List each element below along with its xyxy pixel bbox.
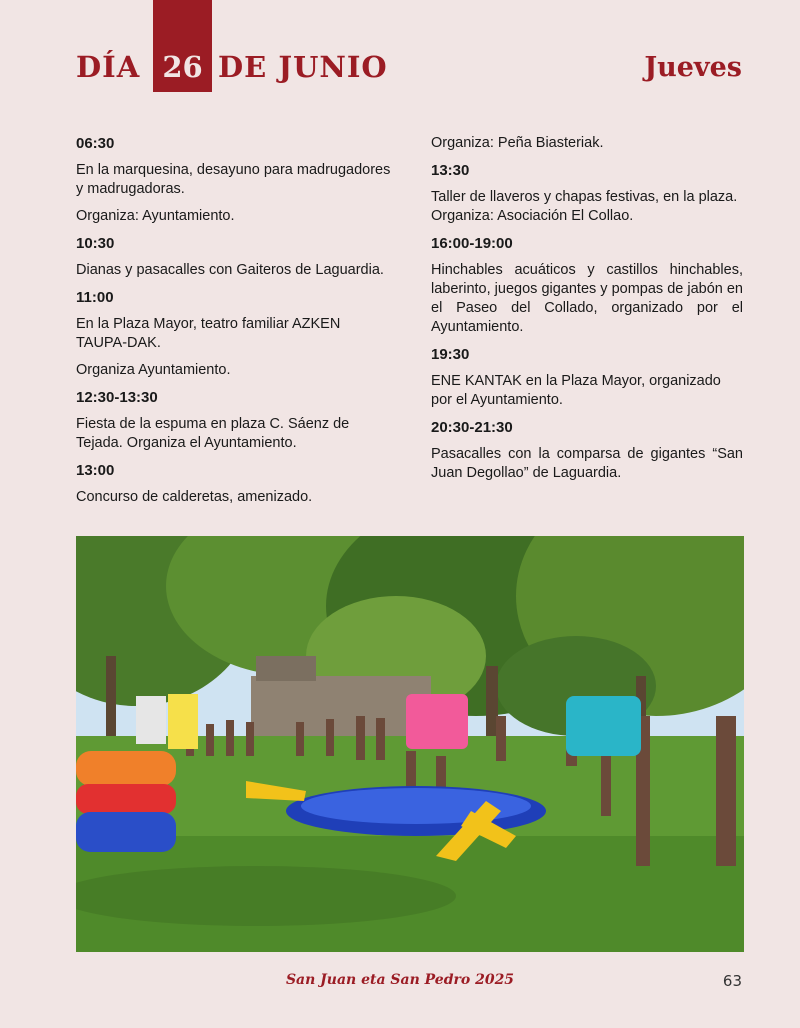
day-number: 26 — [162, 50, 203, 84]
schedule-entry — [76, 234, 394, 280]
title-month: DE JUNIO — [218, 50, 388, 84]
entry-time: 16:00-19:00 — [431, 235, 513, 252]
entry-organizer: Organiza Ayuntamiento. — [76, 362, 231, 378]
schedule-entry — [76, 461, 394, 507]
entry-text: Hinchables acuáticos y castillos hinchables, laberinto, juegos gigantes y pompas de jabón en el Paseo del Collado, organizado por el Ayuntamiento. — [431, 262, 743, 335]
entry-text: Taller de llaveros y chapas festivas, en la plaza. Organiza: Asociación El Collao. — [431, 189, 738, 224]
footer-title: San Juan eta San Pedro 2025 — [285, 972, 515, 988]
schedule-entry — [431, 234, 743, 337]
entry-text: Concurso de calderetas, amenizado. — [76, 489, 313, 505]
entry-text: En la Plaza Mayor, teatro familiar AZKEN TAUPA-DAK. — [76, 316, 341, 351]
entry-organizer: Organiza: Peña Biasteriak. — [431, 135, 604, 151]
entry-time: 11:00 — [76, 289, 114, 306]
entry-text: Fiesta de la espuma en plaza C. Sáenz de Tejada. Organiza el Ayuntamiento. — [76, 416, 350, 451]
entry-text: Pasacalles con la comparsa de gigantes “San Juan Degollao” de Laguardia. — [431, 446, 743, 481]
entry-organizer: Organiza: Ayuntamiento. — [76, 208, 235, 224]
entry-time: 13:30 — [431, 162, 470, 179]
entry-text: En la marquesina, desayuno para madrugadores y madrugadoras. — [76, 162, 391, 197]
schedule-entry — [76, 134, 394, 226]
entry-time: 10:30 — [76, 235, 115, 252]
weekday-label: Jueves — [644, 52, 742, 83]
entry-time: 06:30 — [76, 135, 115, 152]
entry-time: 13:00 — [76, 462, 115, 479]
schedule-entry — [431, 161, 743, 226]
page-number: 63 — [722, 972, 742, 990]
entry-time: 19:30 — [431, 346, 470, 363]
entry-text: ENE KANTAK en la Plaza Mayor, organizado por el Ayuntamiento. — [431, 373, 721, 408]
schedule-right-column — [431, 134, 743, 491]
event-photo — [76, 536, 744, 952]
entry-time: 20:30-21:30 — [431, 419, 513, 436]
schedule-entry — [76, 288, 394, 380]
entry-time: 12:30-13:30 — [76, 389, 158, 406]
page-header — [0, 0, 800, 100]
entry-text: Dianas y pasacalles con Gaiteros de Laguardia. — [76, 262, 384, 278]
title-dia: DÍA — [76, 50, 141, 84]
schedule-entry — [76, 388, 394, 453]
schedule-left-column — [76, 134, 394, 515]
schedule-entry — [431, 418, 743, 483]
schedule-entry — [431, 345, 743, 410]
